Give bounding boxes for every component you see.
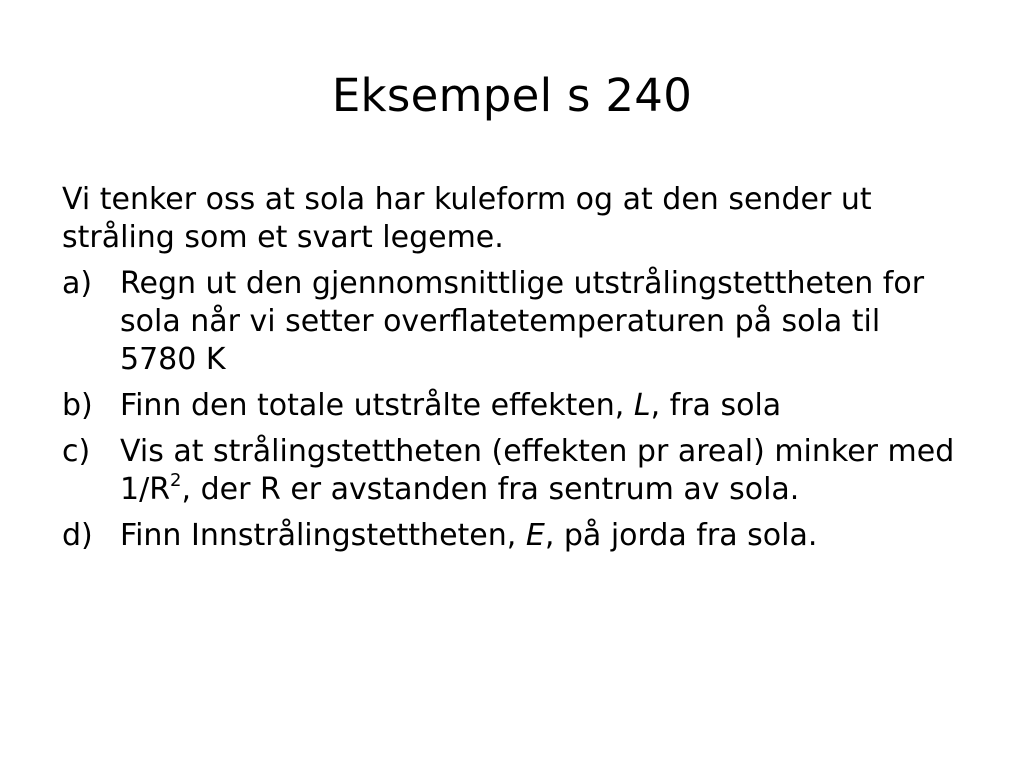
symbol-E: E [525,518,545,553]
symbol-L: L [633,388,651,423]
list-item-b-text-before: Finn den totale utstrålte effekten, [120,388,634,423]
list-item-c-text-after: , der R er avstanden fra sentrum av sola. [181,472,800,507]
list-item-d-text-after: , på jorda fra sola. [544,518,818,553]
list-item-d [62,517,962,555]
list-item-d-text-before: Finn Innstrålingstettheten, [120,518,526,553]
list-item-c [62,433,962,509]
list-marker-b: b) [62,388,93,423]
list-marker-c: c) [62,434,91,469]
list-marker-d: d) [62,518,93,553]
list-item-c-text-before: Vis at strålingstettheten (effekten pr areal) minker med 1/R [120,434,955,507]
intro-paragraph: Vi tenker oss at sola har kuleform og at den sender ut stråling som et svart legeme. [62,182,872,255]
list-item-a-text: Regn ut den gjennomsnittlige utstrålingstettheten for sola når vi setter overflatetemperaturen på sola til 5780 K [120,266,925,377]
slide-body [62,181,962,563]
list-item-a [62,265,962,379]
superscript-2: 2 [170,470,182,491]
list-marker-a: a) [62,266,93,301]
slide-title: Eksempel s 240 [331,69,693,122]
list-item-b-text-after: , fra sola [650,388,782,423]
list-item-b [62,387,962,425]
